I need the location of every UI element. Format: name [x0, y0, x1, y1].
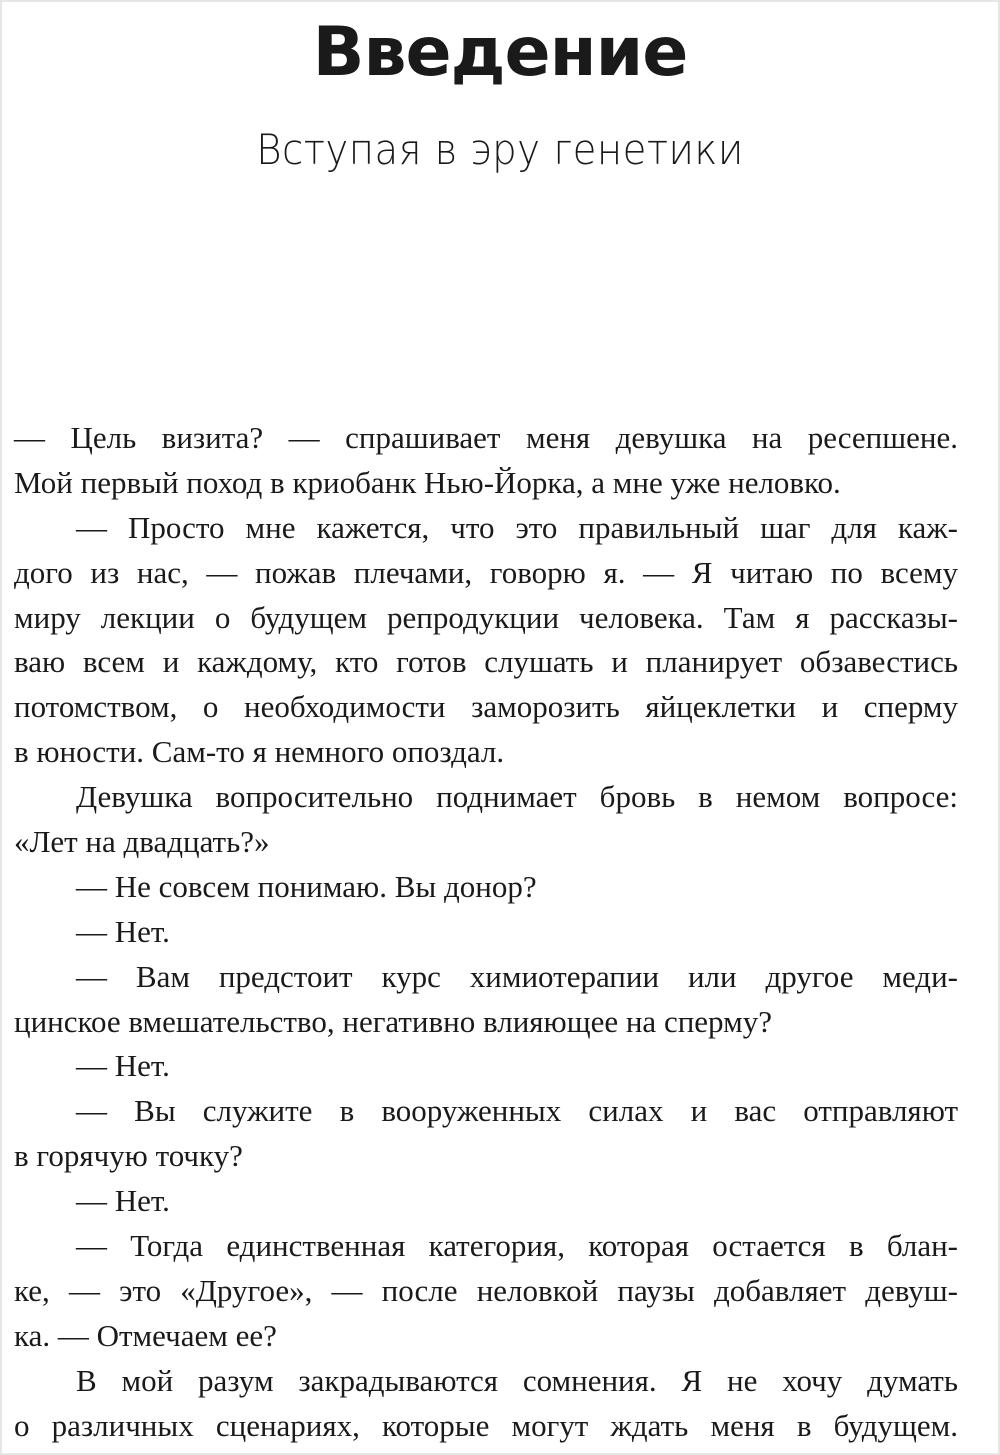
text-line: потомством, о необходимости заморозить яйцеклетки и сперму: [14, 689, 958, 725]
text-line: в юности. Сам-то я немного опоздал.: [14, 734, 505, 770]
text-line: — Нет.: [76, 913, 170, 949]
text-line: ке, — это «Другое», — после неловкой паузы добавляет девуш-: [14, 1272, 958, 1308]
text-line: цинское вмешательство, негативно влияющее на сперму?: [14, 1003, 772, 1039]
text-line: ваю всем и каждому, кто готов слушать и планирует обзавестись: [14, 644, 958, 680]
text-line: — Тогда единственная категория, которая остается в блан-: [76, 1228, 958, 1264]
text-line: миру лекции о будущем репродукции человека. Там я рассказы-: [14, 599, 958, 635]
text-line: о различных сценариях, которые могут ждать меня в будущем.: [14, 1407, 958, 1443]
text-line: ка. — Отмечаем ее?: [14, 1317, 277, 1353]
text-line: — Цель визита? — спрашивает меня девушка на ресепшене.: [14, 420, 958, 455]
text-line: — Вам предстоит курс химиотерапии или другое меди-: [76, 958, 958, 994]
text-line: — Вы служите в вооруженных силах и вас отправляют: [76, 1093, 958, 1129]
text-line: В мой разум закрадываются сомнения. Я не хочу думать: [76, 1362, 958, 1398]
chapter-subtitle: Вступая в эру генетики: [256, 125, 744, 174]
text-line: Мой первый поход в криобанк Нью-Йорка, а мне уже неловко.: [14, 464, 841, 500]
text-line: — Не совсем понимаю. Вы донор?: [76, 868, 537, 904]
chapter-title: Введение: [312, 13, 688, 92]
text-line: — Нет.: [76, 1048, 170, 1084]
text-line: дого из нас, — пожав плечами, говорю я. — Я читаю по всему: [14, 554, 958, 590]
text-line: в горячую точку?: [14, 1138, 243, 1174]
body-text: [14, 416, 958, 1448]
text-line: Девушка вопросительно поднимает бровь в немом вопросе:: [76, 779, 958, 815]
text-line: «Лет на двадцать?»: [14, 824, 270, 860]
text-line: — Просто мне кажется, что это правильный шаг для каж-: [76, 509, 958, 545]
text-line: — Нет.: [76, 1183, 170, 1219]
